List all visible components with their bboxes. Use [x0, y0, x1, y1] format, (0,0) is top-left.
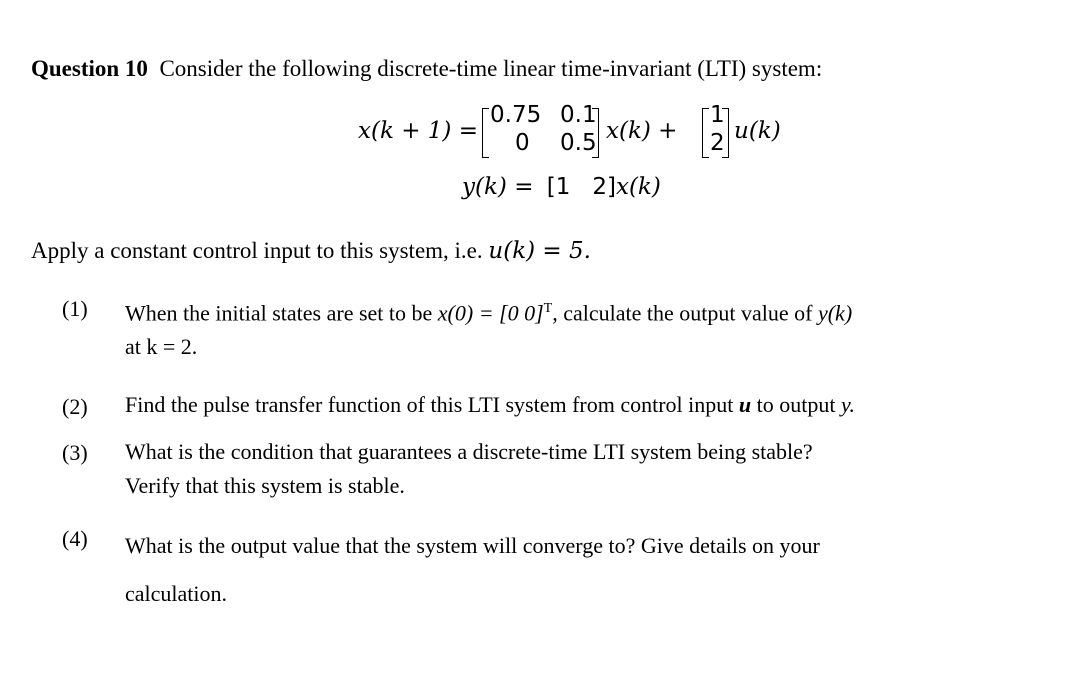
part-4-line1: What is the output value that the system will converge to? Give details on your [125, 533, 820, 558]
part-3-line2: Verify that this system is stable. [125, 473, 405, 498]
matrix-a-11: 0.75 [490, 102, 542, 128]
part-2-text-b: to output [756, 392, 836, 417]
part-1-line1-a: When the initial states are set to be [125, 300, 438, 326]
state-equation [358, 100, 828, 162]
matrix-a-21: 0 [515, 130, 530, 156]
matrix-c-1: 1 [555, 174, 571, 200]
state-eq-lhs: x(k + 1) = [358, 118, 478, 144]
output-eq-x-term: x(k) [615, 174, 661, 200]
part-2-text [125, 388, 855, 422]
question-prompt: Consider the following discrete-time linear time-invariant (LTI) system: [159, 56, 823, 81]
matrix-a-left-bracket [482, 108, 489, 158]
matrix-b-1: 1 [710, 102, 725, 128]
matrix-b-right-bracket [722, 108, 729, 158]
part-3-number: (3) [62, 440, 88, 465]
part-1-line1-b: , calculate the output value of [552, 300, 813, 326]
output-eq-lhs: y(k) = [462, 174, 534, 200]
intro-math: u(k) = 5. [488, 238, 591, 264]
part-3-line1: What is the condition that guarantees a discrete-time LTI system being stable? [125, 439, 813, 464]
part-1-var-y: y(k) [817, 300, 853, 326]
state-eq-u-term: u(k) [734, 118, 781, 144]
matrix-c: [1 2] [546, 174, 616, 200]
matrix-b-left-bracket [702, 108, 709, 158]
part-2-var-u: u [738, 392, 752, 417]
part-1-line2: at k = 2. [125, 334, 198, 360]
part-4-number: (4) [62, 526, 88, 551]
matrix-c-2: 2 [592, 174, 607, 200]
part-4-line2: calculation. [125, 581, 228, 606]
matrix-a-12: 0.1 [560, 102, 597, 128]
intro-text [31, 238, 591, 264]
state-eq-x-term: x(k) + [606, 118, 678, 144]
question-header [31, 56, 822, 82]
part-1-transpose: T [543, 301, 553, 316]
part-2-text-a: Find the pulse transfer function of this LTI system from control input [125, 392, 734, 417]
part-3-text [125, 435, 813, 503]
intro-sentence: Apply a constant control input to this system, i.e. [31, 238, 483, 263]
question-label: Question 10 [31, 56, 148, 81]
matrix-b-2: 2 [710, 130, 725, 156]
part-2-number: (2) [62, 394, 88, 419]
part-1-initial-state: x(0) = [0 0] [437, 300, 544, 326]
part-1-text [125, 292, 852, 364]
part-2-var-y: y. [840, 392, 856, 417]
output-equation [462, 174, 661, 200]
matrix-a-right-bracket [592, 108, 599, 158]
part-4-text [125, 522, 820, 618]
matrix-a-22: 0.5 [560, 130, 597, 156]
part-1-number: (1) [62, 296, 88, 321]
